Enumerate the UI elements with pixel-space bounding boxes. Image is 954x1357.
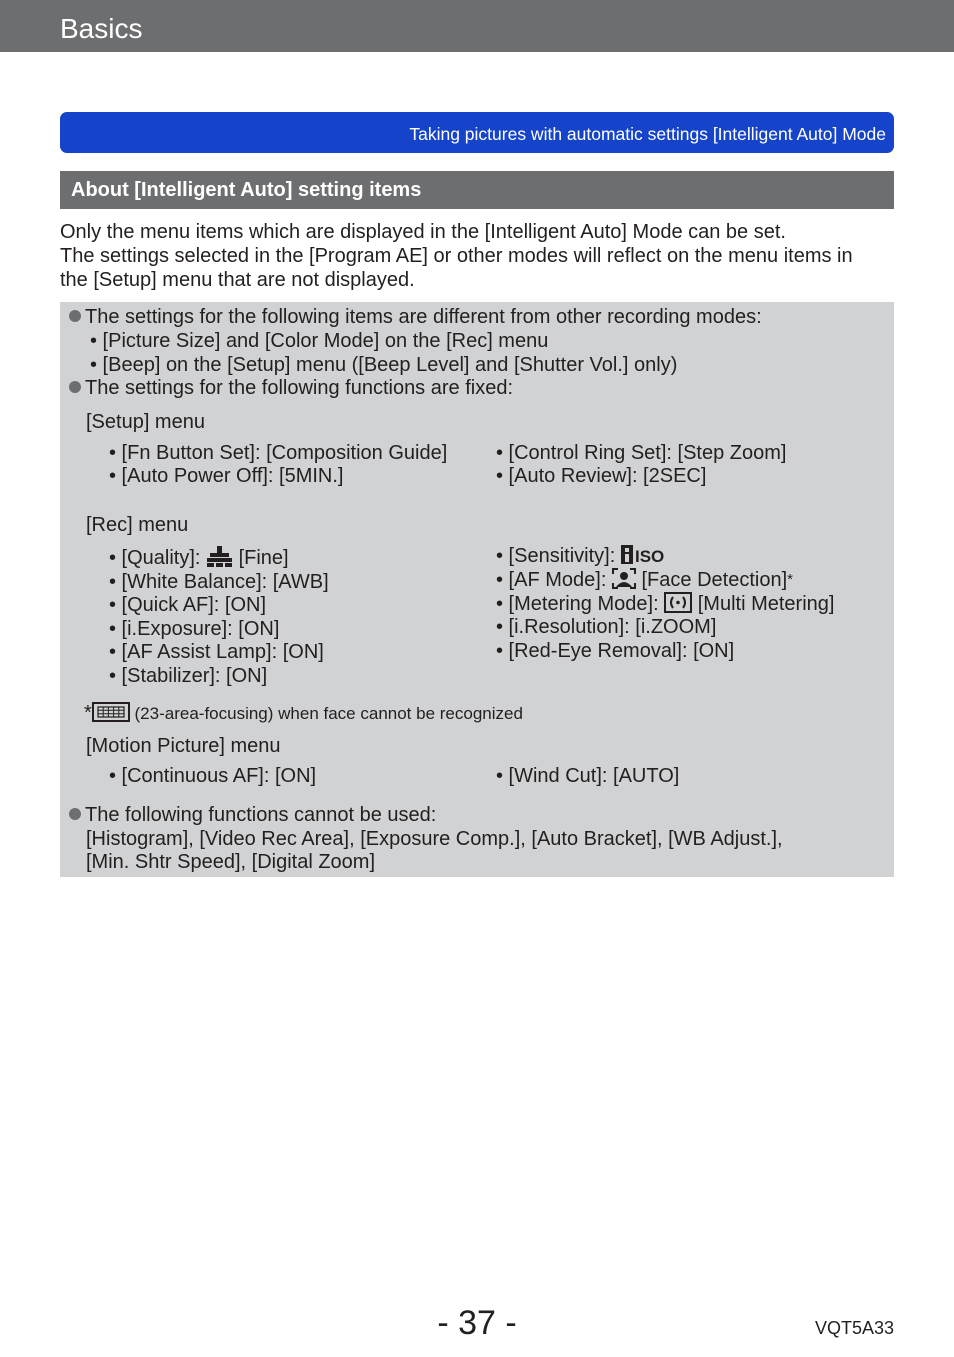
bullet-dot-icon [69, 808, 81, 820]
setup-menu-heading: [Setup] menu [86, 411, 205, 433]
bullet-text: The following functions cannot be used: [85, 804, 437, 826]
document-code: VQT5A33 [814, 1318, 894, 1338]
intro-line: Only the menu items which are displayed in the [Intelligent Auto] Mode can be set. [60, 221, 786, 243]
top-header-bar [0, 0, 954, 52]
chapter-title: Basics [60, 13, 143, 44]
face-detection-icon [612, 568, 636, 595]
rec-item: • [Stabilizer]: [ON] [109, 665, 268, 687]
bullet-item [69, 376, 513, 400]
motion-picture-menu-heading: [Motion Picture] menu [86, 735, 281, 757]
setup-item: • [Auto Review]: [2SEC] [496, 465, 707, 487]
rec-item: • [i.Exposure]: [ON] [109, 618, 280, 640]
rec-item-quality [109, 546, 289, 573]
rec-item: • [AF Assist Lamp]: [ON] [109, 641, 324, 663]
unavailable-functions: [Histogram], [Video Rec Area], [Exposure Comp.], [Auto Bracket], [WB Adjust.], [86, 828, 783, 850]
rec-item-label: • [Quality]: [109, 547, 207, 569]
motion-item: • [Wind Cut]: [AUTO] [496, 765, 680, 787]
rec-item: • [White Balance]: [AWB] [109, 571, 329, 593]
breadcrumb[interactable]: Taking pictures with automatic settings [Intelligent Auto] Mode [409, 124, 886, 144]
setup-item: • [Control Ring Set]: [Step Zoom] [496, 442, 787, 464]
sub-item: • [Beep] on the [Setup] menu ([Beep Level] and [Shutter Vol.] only) [90, 354, 678, 376]
rec-item: • [i.Resolution]: [i.ZOOM] [496, 616, 717, 638]
bullet-text: The settings for the following items are different from other recording modes: [85, 306, 762, 328]
bullet-dot-icon [69, 310, 81, 322]
bullet-text: The settings for the following functions are fixed: [85, 377, 514, 399]
setup-item: • [Auto Power Off]: [5MIN.] [109, 465, 344, 487]
section-header [60, 171, 894, 209]
rec-item-value: [Fine] [233, 547, 289, 569]
rec-item-af-mode [496, 568, 793, 595]
bullet-item [69, 803, 436, 827]
settings-note-box [60, 302, 894, 877]
intro-line: the [Setup] menu that are not displayed. [60, 269, 415, 291]
page-number: - 37 - [437, 1304, 517, 1342]
rec-menu-heading: [Rec] menu [86, 514, 189, 536]
section-title: About [Intelligent Auto] setting items [71, 179, 422, 201]
intelligent-iso-icon [621, 544, 665, 571]
fine-quality-icon [206, 546, 233, 573]
rec-item: • [Quick AF]: [ON] [109, 594, 267, 616]
rec-item: • [Red-Eye Removal]: [ON] [496, 640, 735, 662]
footnote-marker: * [84, 702, 92, 724]
rec-item-value: [Multi Metering] [692, 593, 835, 615]
sub-item: • [Picture Size] and [Color Mode] on the [Rec] menu [90, 330, 549, 352]
unavailable-functions: [Min. Shtr Speed], [Digital Zoom] [86, 851, 376, 873]
rec-item-label: • [AF Mode]: [496, 569, 612, 591]
rec-item-sensitivity [496, 544, 665, 571]
motion-item: • [Continuous AF]: [ON] [109, 765, 317, 787]
footnote-text: (23-area-focusing) when face cannot be recognized [129, 704, 523, 723]
svg-text:ISO: ISO [634, 547, 665, 566]
rec-item-label: • [Metering Mode]: [496, 593, 665, 615]
rec-item-label: • [Sensitivity]: [496, 545, 621, 567]
breadcrumb-bar [60, 112, 894, 153]
bullet-dot-icon [69, 381, 81, 393]
23-area-focusing-icon [92, 702, 130, 728]
intro-line: The settings selected in the [Program AE] or other modes will reflect on the menu items in [60, 245, 853, 267]
rec-item-value: [Face Detection] [635, 569, 788, 591]
footnote-marker: * [787, 571, 793, 588]
setup-item: • [Fn Button Set]: [Composition Guide] [109, 442, 448, 464]
bullet-item [69, 305, 762, 329]
footnote [84, 702, 523, 728]
intro-paragraph [60, 220, 900, 292]
